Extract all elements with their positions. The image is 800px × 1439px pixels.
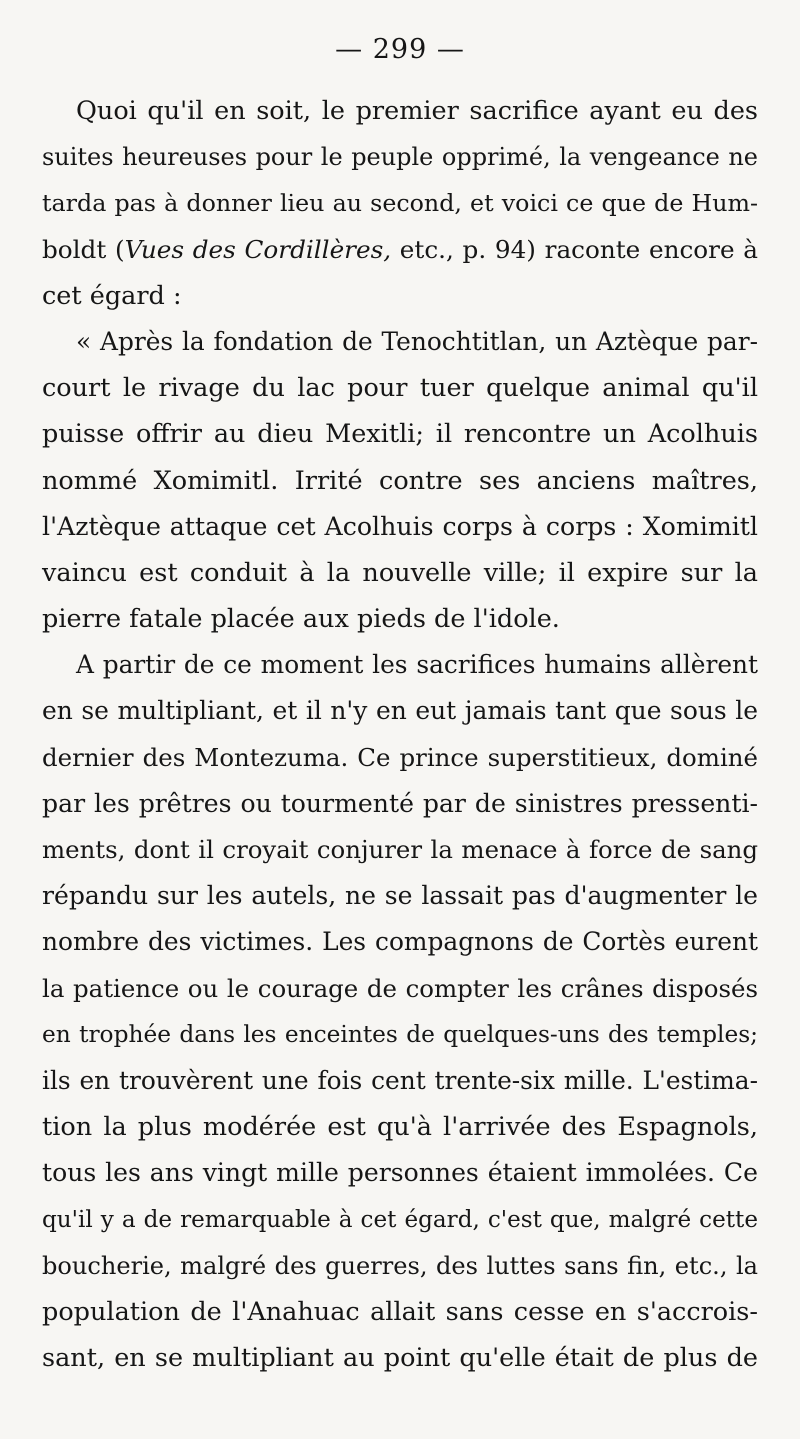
page-number: — 299 —	[335, 34, 465, 65]
citation-suffix: etc., p. 94) raconte encore à	[391, 234, 758, 264]
text-line: A partir de ce moment les sacrifices humains allèrent	[76, 650, 758, 680]
text-line: « Après la fondation de Tenochtitlan, un Aztèque par-	[76, 326, 758, 356]
text-line: population de l'Anahuac allait sans cesse en s'accrois-	[42, 1296, 758, 1327]
text-line: la patience ou le courage de compter les crânes disposés	[42, 973, 758, 1003]
text-line: court le rivage du lac pour tuer quelque animal qu'il	[42, 373, 758, 404]
text-line: pierre fatale placée aux pieds de l'idole.	[42, 604, 560, 635]
paragraph-2-quotation	[42, 319, 758, 642]
text-line: puisse offrir au dieu Mexitli; il rencontre un Acolhuis	[42, 419, 758, 450]
cited-work-title: Vues des Cordillères,	[124, 234, 392, 264]
text-line: nommé Xomimitl. Irrité contre ses anciens maîtres,	[42, 465, 758, 496]
text-line: ments, dont il croyait conjurer la menace à force de sang	[42, 835, 758, 864]
text-line: Quoi qu'il en soit, le premier sacrifice ayant eu des	[76, 96, 758, 126]
text-line: suites heureuses pour le peuple opprimé, la vengeance ne	[42, 143, 758, 172]
text-line: dernier des Montezuma. Ce prince superstitieux, dominé	[42, 742, 758, 772]
text-line: qu'il y a de remarquable à cet égard, c'est que, malgré cette	[42, 1206, 758, 1233]
text-line: nombre des victimes. Les compagnons de Cortès eurent	[42, 927, 758, 957]
text-line: en se multipliant, et il n'y en eut jamais tant que sous le	[42, 696, 758, 726]
text-line: tous les ans vingt mille personnes étaient immolées. Ce	[42, 1158, 758, 1188]
citation-prefix: boldt (	[42, 234, 125, 264]
text-line: par les prêtres ou tourmenté par de sinistres pressenti-	[42, 788, 758, 818]
text-line-with-citation	[42, 227, 758, 273]
text-line: tion la plus modérée est qu'à l'arrivée des Espagnols,	[42, 1112, 758, 1143]
text-line: ils en trouvèrent une fois cent trente-six mille. L'estima-	[42, 1065, 758, 1095]
text-line: sant, en se multipliant au point qu'elle était de plus de	[42, 1343, 758, 1374]
text-line: boucherie, malgré des guerres, des luttes sans fin, etc., la	[42, 1251, 758, 1280]
text-line: cet égard :	[42, 280, 182, 311]
paragraph-1	[42, 88, 758, 319]
text-line: répandu sur les autels, ne se lassait pas d'augmenter le	[42, 881, 758, 911]
text-line: l'Aztèque attaque cet Acolhuis corps à corps : Xomimitl	[42, 511, 758, 541]
text-line: vaincu est conduit à la nouvelle ville; il expire sur la	[42, 557, 758, 588]
text-line: tarda pas à donner lieu au second, et voici ce que de Hum-	[42, 189, 758, 218]
paragraph-3	[42, 642, 758, 1381]
text-line: en trophée dans les enceintes de quelques-uns des temples;	[42, 1020, 758, 1048]
